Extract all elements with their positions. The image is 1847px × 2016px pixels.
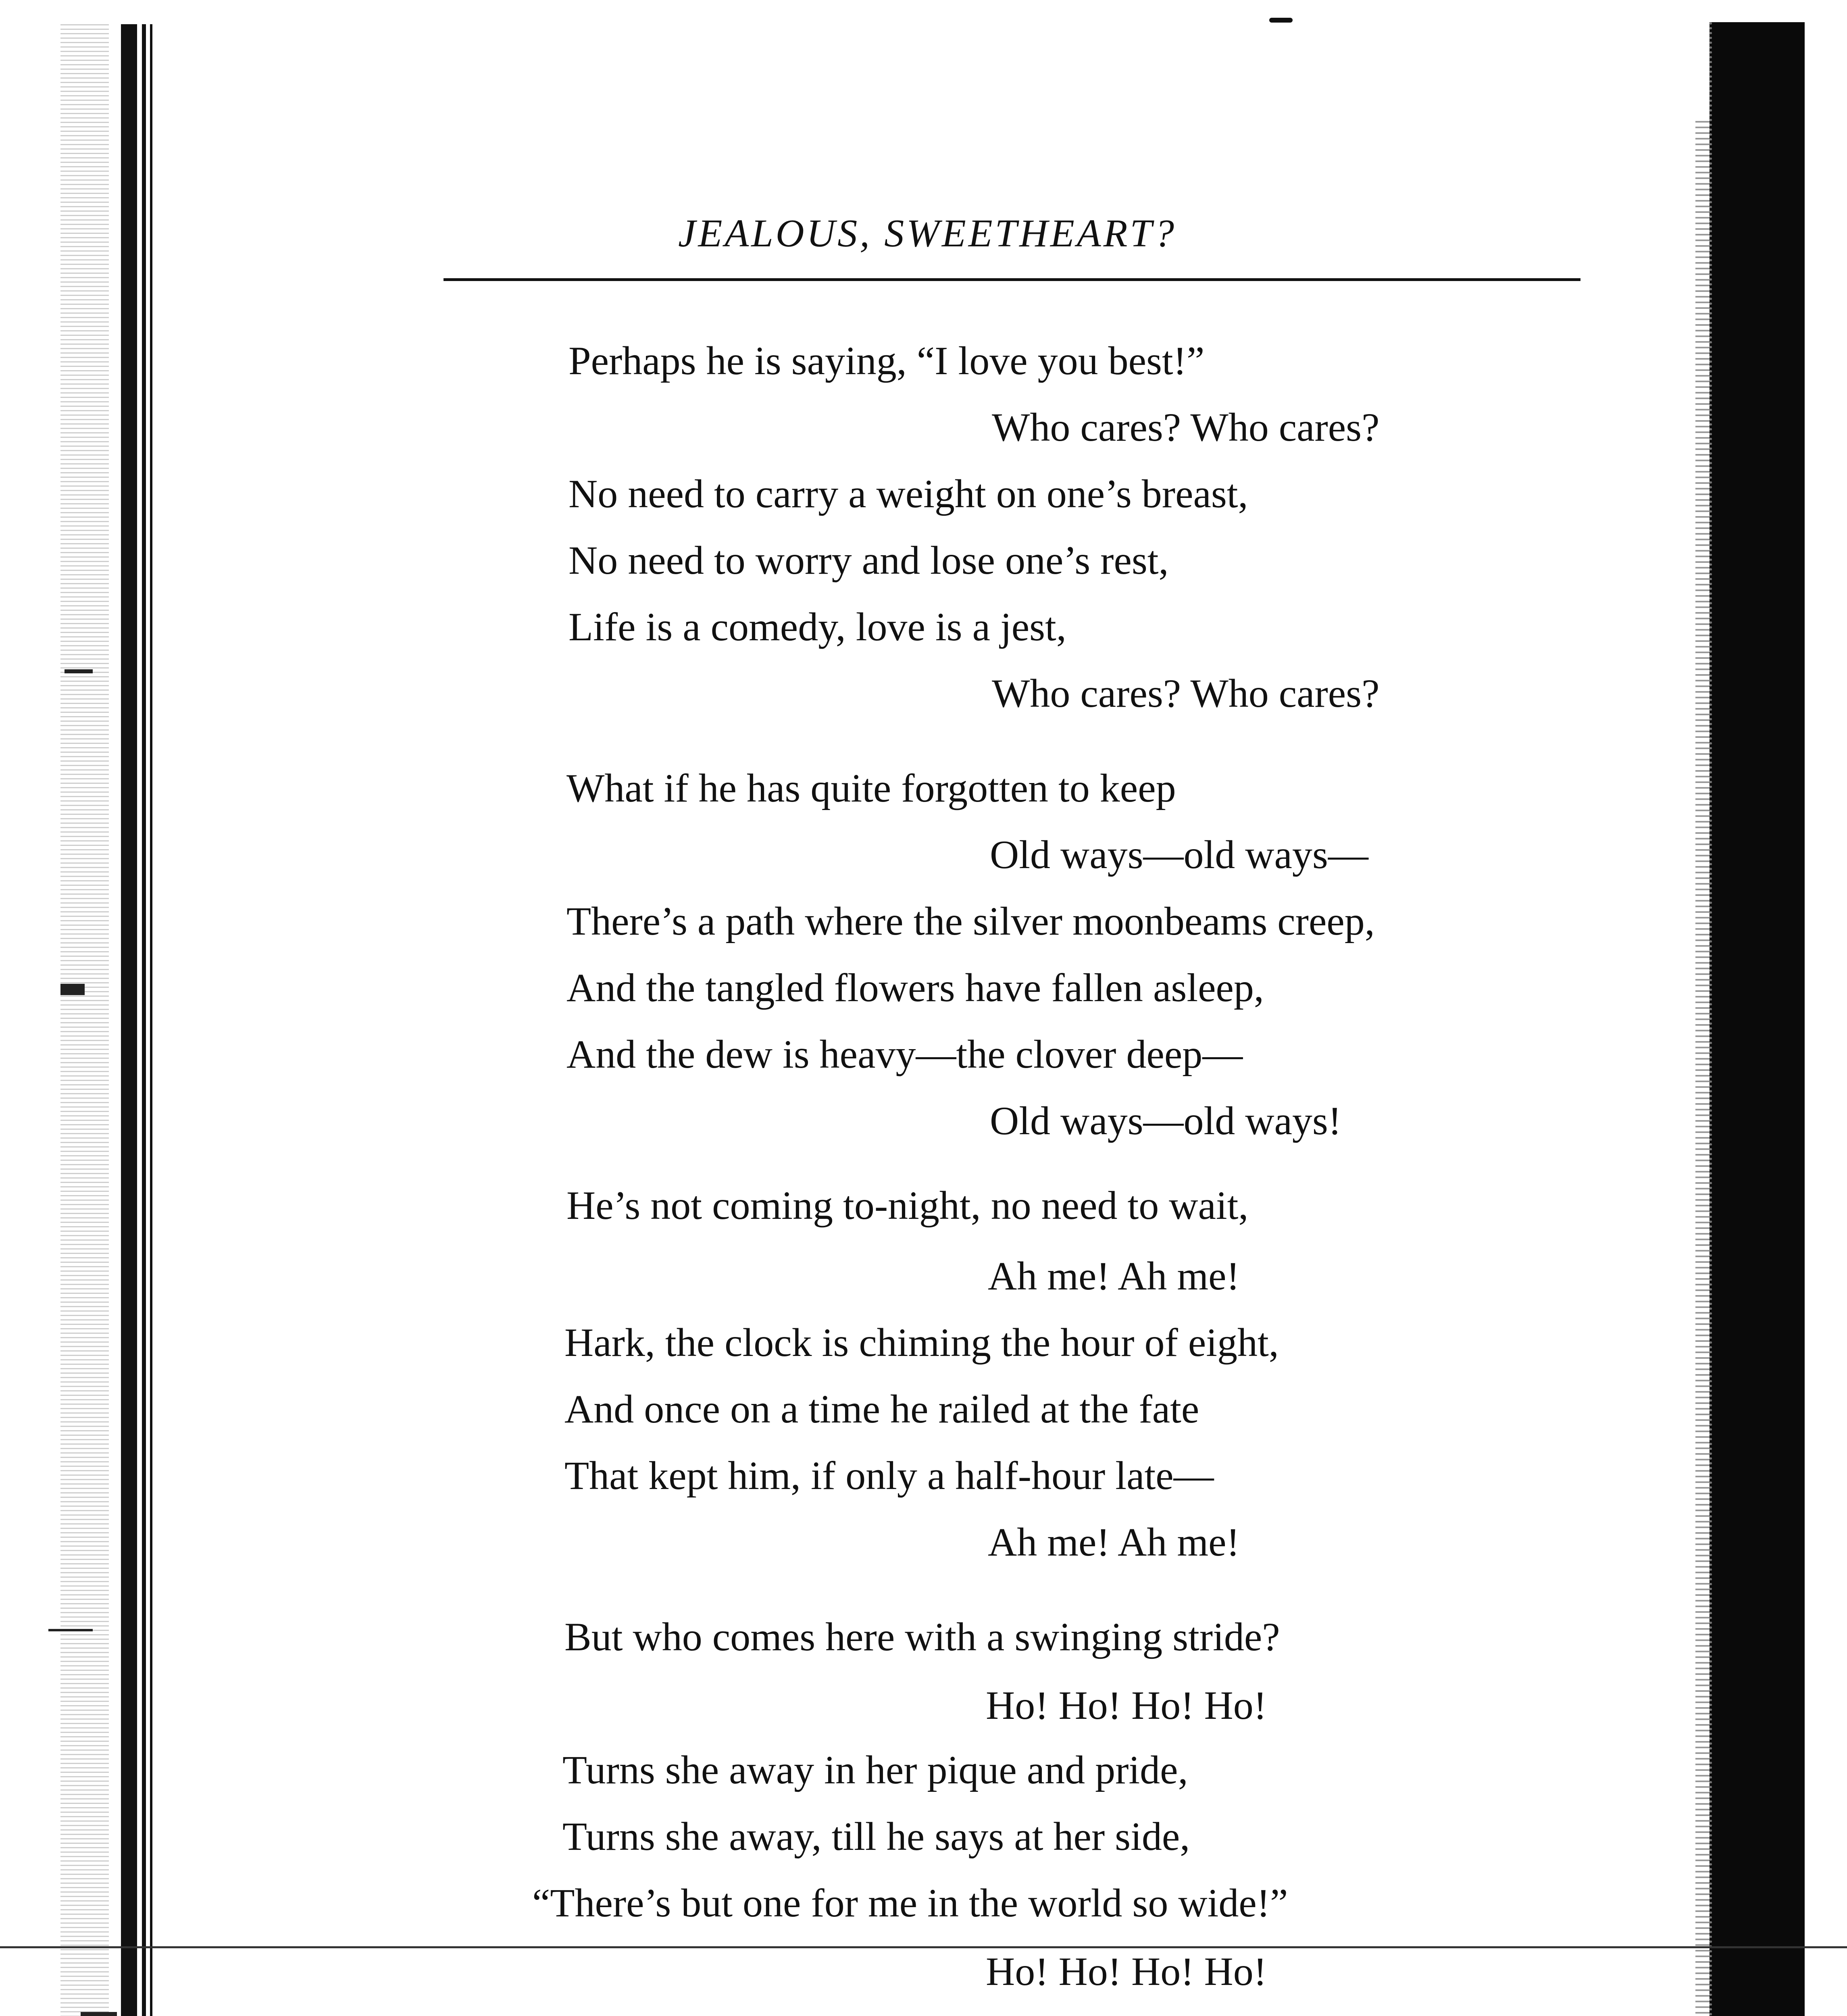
poem-line: But who comes here with a swinging stride? xyxy=(564,1614,1280,1659)
poem-line: Who cares? Who cares? xyxy=(992,405,1380,450)
poem-line: Ho! Ho! Ho! Ho! xyxy=(986,1683,1267,1728)
poem-line: Hark, the clock is chiming the hour of eight, xyxy=(564,1320,1279,1365)
poem-line: Ah me! Ah me! xyxy=(988,1254,1240,1298)
poem-line: That kept him, if only a half-hour late— xyxy=(564,1453,1214,1498)
poem-line: Ah me! Ah me! xyxy=(988,1520,1240,1564)
poem-line: He’s not coming to-night, no need to wait, xyxy=(566,1183,1249,1228)
poem-line: Who cares? Who cares? xyxy=(992,671,1380,716)
poem-line: Turns she away, till he says at her side, xyxy=(562,1814,1190,1859)
poem-line: And once on a time he railed at the fate xyxy=(564,1387,1199,1431)
poem-line: Life is a comedy, love is a jest, xyxy=(568,604,1066,649)
poem-line: Ho! Ho! Ho! Ho! xyxy=(986,1949,1267,1994)
poem-line: There’s a path where the silver moonbeams creep, xyxy=(566,899,1375,943)
poem-line: “There’s but one for me in the world so wide!” xyxy=(532,1881,1288,1925)
poem-line: Old ways—old ways! xyxy=(990,1098,1342,1143)
poem-line: No need to carry a weight on one’s breast, xyxy=(568,471,1248,516)
poem-line: Turns she away in her pique and pride, xyxy=(562,1747,1188,1792)
poem-line: And the dew is heavy—the clover deep— xyxy=(566,1032,1243,1077)
running-title: JEALOUS, SWEETHEART? xyxy=(678,212,1176,255)
poem-line: Old ways—old ways— xyxy=(990,832,1368,877)
poem-line: Perhaps he is saying, “I love you best!” xyxy=(568,338,1205,383)
poem-line: What if he has quite forgotten to keep xyxy=(566,766,1176,810)
poem-line: No need to worry and lose one’s rest, xyxy=(568,538,1169,583)
poem-line: And the tangled flowers have fallen asleep, xyxy=(566,965,1264,1010)
